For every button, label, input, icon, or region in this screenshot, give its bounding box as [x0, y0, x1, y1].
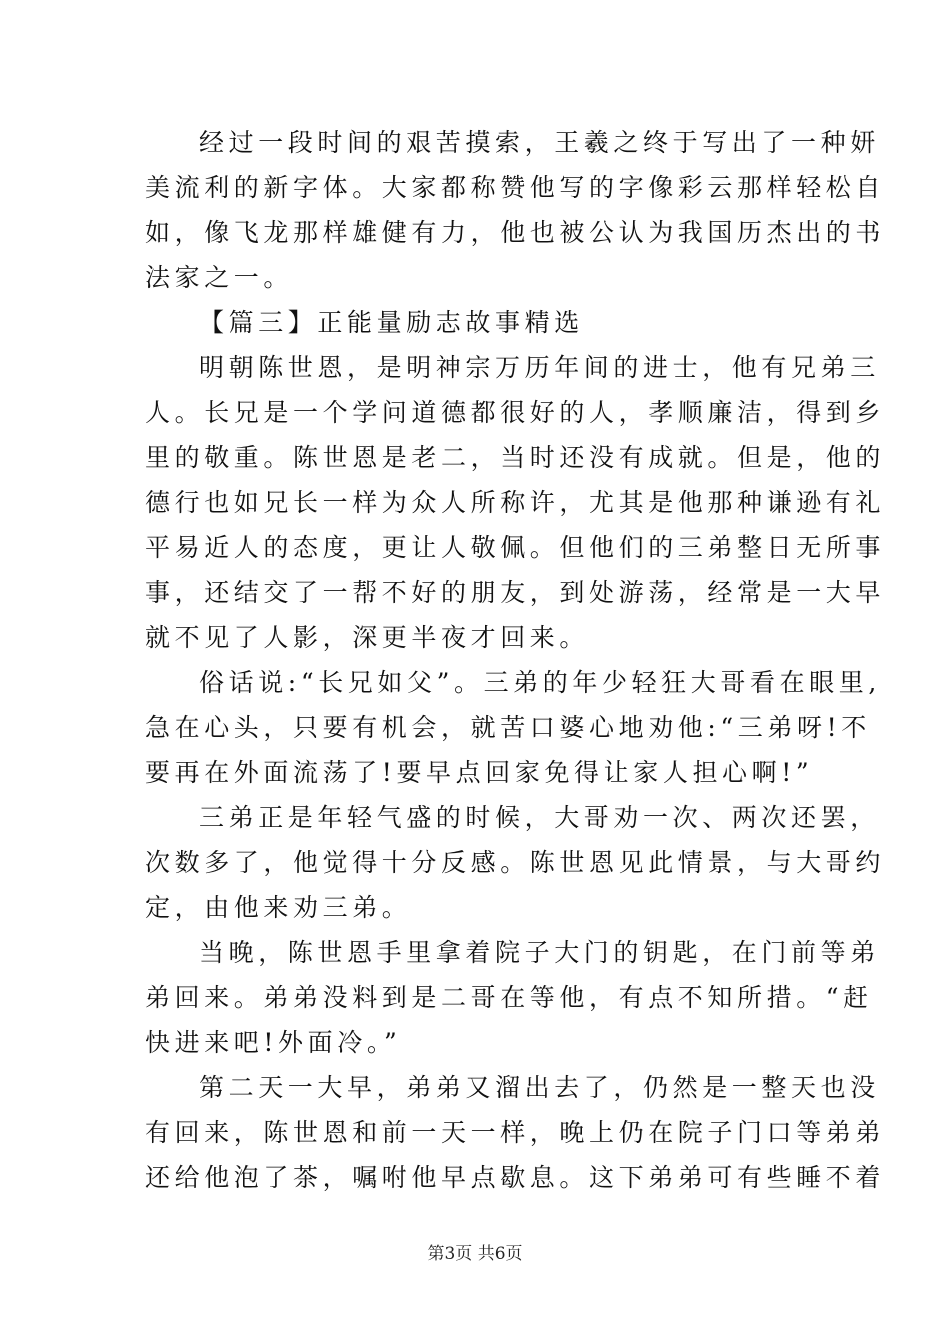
text-line: 次数多了，他觉得十分反感。陈世恩见此情景，与大哥约 — [145, 848, 886, 877]
text-line: 明朝陈世恩，是明神宗万历年间的进士，他有兄弟三 — [199, 353, 880, 382]
text-line: 俗话说:“长兄如父”。三弟的年少轻狂大哥看在眼里, — [199, 668, 881, 697]
text-line: 里的敬重。陈世恩是老二，当时还没有成就。但是，他的 — [145, 443, 886, 472]
text-line: 就不见了人影，深更半夜才回来。 — [145, 623, 590, 652]
text-line: 弟回来。弟弟没料到是二哥在等他，有点不知所措。“赶 — [145, 983, 873, 1012]
text-line: 如，像飞龙那样雄健有力，他也被公认为我国历杰出的书 — [145, 218, 886, 247]
page-footer: 第3页 共6页 — [427, 1244, 523, 1264]
text-line: 快进来吧!外面冷。” — [145, 1028, 402, 1057]
text-line: 人。长兄是一个学问道德都很好的人，孝顺廉洁，得到乡 — [145, 398, 886, 427]
text-line: 还给他泡了茶，嘱咐他早点歇息。这下弟弟可有些睡不着 — [145, 1163, 886, 1192]
document-body — [145, 120, 886, 1200]
text-line: 【篇三】正能量励志故事精选 — [199, 308, 584, 337]
text-line: 第二天一大早，弟弟又溜出去了，仍然是一整天也没 — [199, 1073, 880, 1102]
text-line: 平易近人的态度，更让人敬佩。但他们的三弟整日无所事 — [145, 533, 886, 562]
text-line: 要再在外面流荡了!要早点回家免得让家人担心啊!” — [145, 758, 814, 787]
text-line: 法家之一。 — [145, 263, 294, 292]
text-line: 美流利的新字体。大家都称赞他写的字像彩云那样轻松自 — [145, 173, 886, 202]
text-line: 定，由他来劝三弟。 — [145, 893, 412, 922]
text-line: 当晚，陈世恩手里拿着院子大门的钥匙，在门前等弟 — [199, 938, 880, 967]
text-line: 经过一段时间的艰苦摸索，王羲之终于写出了一种妍 — [199, 128, 880, 157]
text-line: 有回来，陈世恩和前一天一样，晚上仍在院子门口等弟弟 — [145, 1118, 886, 1147]
text-line: 事，还结交了一帮不好的朋友，到处游荡，经常是一大早 — [145, 578, 886, 607]
text-line: 德行也如兄长一样为众人所称许，尤其是他那种谦逊有礼 — [145, 488, 886, 517]
text-line: 三弟正是年轻气盛的时候，大哥劝一次、两次还罢， — [199, 803, 880, 832]
text-line: 急在心头，只要有机会，就苦口婆心地劝他:“三弟呀!不 — [145, 713, 871, 742]
